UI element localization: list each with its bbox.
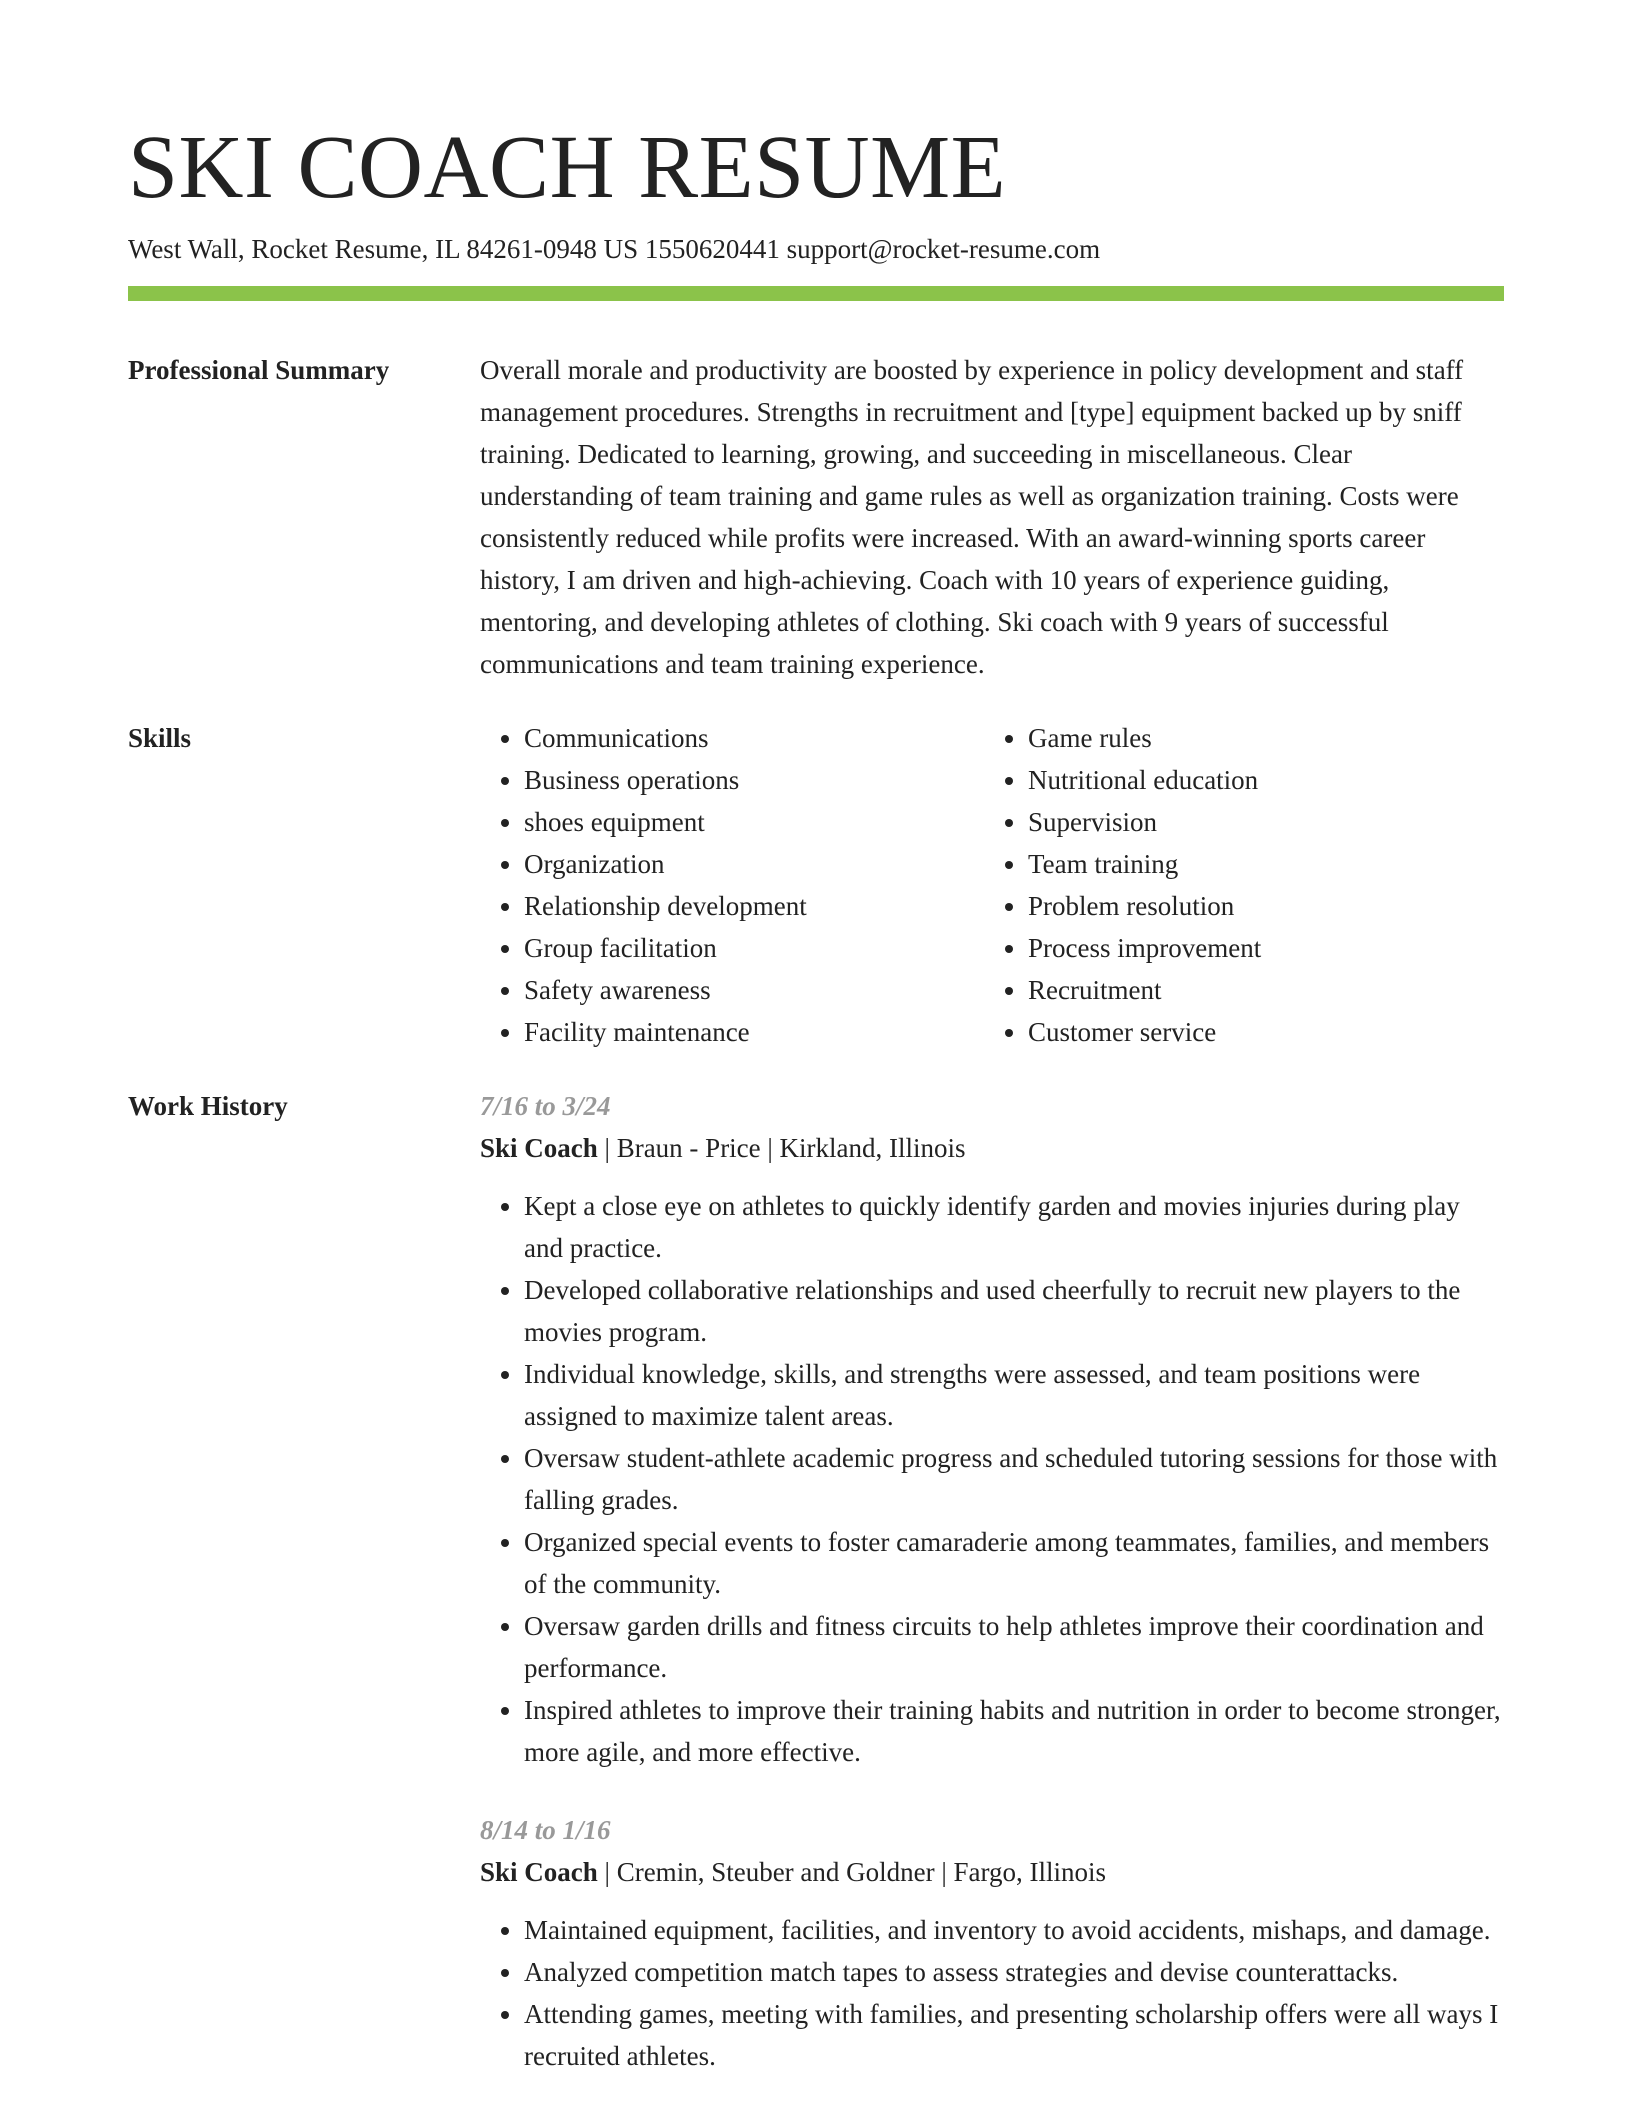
- job-entry: [480, 1809, 1504, 2077]
- job-title: Ski Coach: [480, 1133, 598, 1163]
- skill-item: • Supervision: [1028, 801, 1488, 843]
- job-bullet: • Individual knowledge, skills, and strengths were assessed, and team positions were assigned to maximize talent areas.: [524, 1353, 1504, 1437]
- skills-list-right: [984, 717, 1488, 1053]
- work-history-section: [480, 1085, 1504, 2077]
- job-bullet: • Oversaw garden drills and fitness circuits to help athletes improve their coordination and performance.: [524, 1605, 1504, 1689]
- job-dates: 8/14 to 1/16: [480, 1815, 611, 1845]
- skill-item: • Team training: [1028, 843, 1488, 885]
- contact-line: West Wall, Rocket Resume, IL 84261-0948 US 1550620441 support@rocket-resume.com: [128, 234, 1101, 264]
- job-bullet: • Analyzed competition match tapes to assess strategies and devise counterattacks.: [524, 1951, 1504, 1993]
- section-label-summary: Professional Summary: [128, 355, 390, 385]
- job-title: Ski Coach: [480, 1857, 598, 1887]
- job-entry: [480, 1085, 1504, 1773]
- skill-item: • Organization: [524, 843, 984, 885]
- skill-item: • Process improvement: [1028, 927, 1488, 969]
- skill-item: • Recruitment: [1028, 969, 1488, 1011]
- skill-item: • Communications: [524, 717, 984, 759]
- job-bullet: • Organized special events to foster camaraderie among teammates, families, and members of the community.: [524, 1521, 1504, 1605]
- skill-item: • Problem resolution: [1028, 885, 1488, 927]
- skill-item: • Group facilitation: [524, 927, 984, 969]
- skill-item: • Game rules: [1028, 717, 1488, 759]
- job-bullet: • Maintained equipment, facilities, and inventory to avoid accidents, mishaps, and damage.: [524, 1909, 1504, 1951]
- skills-list-left: [480, 717, 984, 1053]
- job-bullet-list: [480, 1909, 1504, 2077]
- skill-item: • Nutritional education: [1028, 759, 1488, 801]
- job-bullet: • Developed collaborative relationships and used cheerfully to recruit new players to the movies program.: [524, 1269, 1504, 1353]
- summary-section: [480, 349, 1504, 685]
- accent-divider: [128, 286, 1504, 301]
- section-label-skills: Skills: [128, 723, 192, 753]
- section-label-work-history: Work History: [128, 1091, 288, 1121]
- skill-item: • Business operations: [524, 759, 984, 801]
- job-bullet: • Oversaw student-athlete academic progress and scheduled tutoring sessions for those with falling grades.: [524, 1437, 1504, 1521]
- resume-title: SKI COACH RESUME: [128, 118, 1007, 217]
- job-employer-location: | Braun - Price | Kirkland, Illinois: [597, 1133, 966, 1163]
- job-heading: [480, 1851, 1504, 1893]
- job-bullet: • Inspired athletes to improve their training habits and nutrition in order to become stronger, more agile, and more effective.: [524, 1689, 1504, 1773]
- skill-item: • Safety awareness: [524, 969, 984, 1011]
- skill-item: • Customer service: [1028, 1011, 1488, 1053]
- job-heading: [480, 1127, 1504, 1169]
- skill-item: • Relationship development: [524, 885, 984, 927]
- job-bullet: • Kept a close eye on athletes to quickly identify garden and movies injuries during play and practice.: [524, 1185, 1504, 1269]
- skills-grid: [480, 717, 1504, 1053]
- job-employer-location: | Cremin, Steuber and Goldner | Fargo, Illinois: [597, 1857, 1107, 1887]
- skill-item: • Facility maintenance: [524, 1011, 984, 1053]
- job-bullet: • Attending games, meeting with families, and presenting scholarship offers were all ways I recruited athletes.: [524, 1993, 1504, 2077]
- skills-section: [480, 717, 1504, 1053]
- summary-text: Overall morale and productivity are boosted by experience in policy development and staff management procedures. Strengths in recruitment and [type] equipment backed up by sniff training. Dedicated to learning, growing, and succeeding in miscellaneous. Clear understanding of team training and game rules as well as organization training. Costs were consistently reduced while profits were increased. With an award-winning sports career history, I am driven and high-achieving. Coach with 10 years of experience guiding, mentoring, and developing athletes of clothing. Ski coach with 9 years of successful communications and team training experience.: [480, 355, 1464, 679]
- job-bullet-list: [480, 1185, 1504, 1773]
- job-dates: 7/16 to 3/24: [480, 1091, 611, 1121]
- skill-item: • shoes equipment: [524, 801, 984, 843]
